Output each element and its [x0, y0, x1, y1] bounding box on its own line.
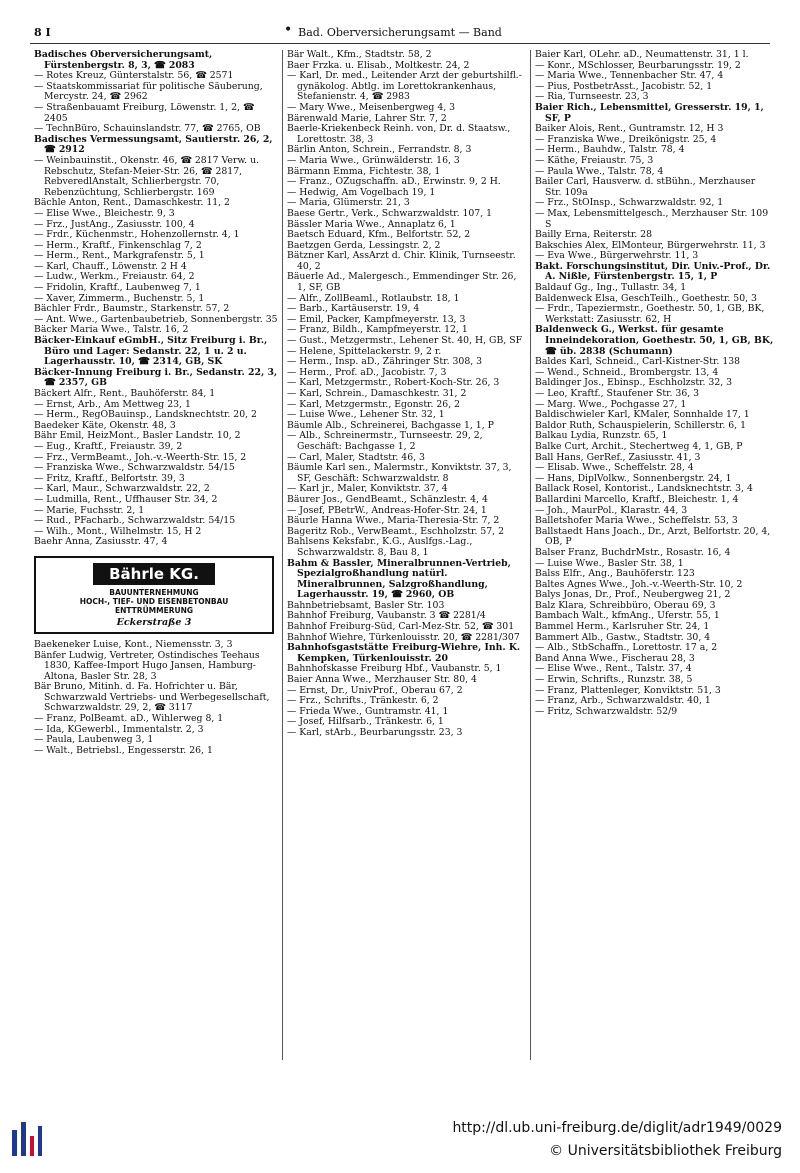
directory-entry: Balke Curt, Archit., Stechertweg 4, 1, GB, P: [535, 440, 743, 452]
directory-entry: Bäckert Alfr., Rent., Bauhöferstr. 84, 1: [34, 388, 216, 399]
directory-entry: Baehr Anna, Zasiusstr. 47, 4: [34, 536, 168, 548]
directory-entry: — Karl, Dr. med., Leitender Arzt der geburtshilfl.-gynäkolog. Abtlg. im Lorettokrankenhaus, Stefanienstr. 4, ☎ 2983: [287, 70, 522, 103]
directory-entry: — Franz, Arb., Schwarzwaldstr. 40, 1: [535, 695, 711, 707]
directory-entry: — Konr., MSchlosser, Beurbarungsstr. 19, 2: [535, 59, 741, 71]
directory-entry: Bageritz Rob., VerwBeamt., Eschholzstr. 57, 2: [287, 525, 505, 537]
directory-entry: — Wend., Schneid., Brombergstr. 13, 4: [535, 366, 719, 378]
directory-entry: — Pius, PostbetrAsst., Jacobistr. 52, 1: [535, 80, 713, 92]
directory-entry: — Frdr., Küchenmstr., Hohenzollernstr. 4, 1: [34, 229, 240, 241]
advertisement-bahrle: [34, 556, 274, 634]
directory-entry: Bahnbetriebsamt, Basler Str. 103: [287, 599, 445, 611]
directory-entry: Bailly Erna, Reiterstr. 28: [535, 229, 653, 241]
header-dot: •: [284, 22, 293, 38]
directory-entry: Baldischwieler Karl, KMaler, Sonnhalde 17, 1: [535, 409, 750, 421]
directory-entry: — Rotes Kreuz, Günterstalstr. 56, ☎ 2571: [34, 70, 234, 82]
directory-entry: Baldenweck Elsa, GeschTeilh., Goethestr. 50, 3: [535, 292, 757, 304]
directory-entry: Bänfer Ludwig, Vertreter, Ostindisches Teehaus 1830, Kaffee-Import Hugo Jansen, Hamburg-Altona, Basler Str. 28, 3: [34, 649, 260, 682]
directory-entry: Baier Anna Wwe., Merzhauser Str. 80, 4: [287, 674, 477, 686]
directory-entry: — Frz., VermBeamt., Joh.-v.-Weerth-Str. 15, 2: [34, 451, 247, 463]
directory-entry: — Karl jr., Maler, Konviktstr. 37, 4: [287, 483, 448, 495]
directory-entry: Bäuerle Ad., Malergesch., Emmendinger Str. 26, 1, SF, GB: [287, 271, 517, 294]
directory-entry: — Ludmilla, Rent., Uffhauser Str. 34, 2: [34, 493, 218, 505]
directory-entry: Baldauf Gg., Ing., Tullastr. 34, 1: [535, 282, 687, 294]
directory-entry: Ballardini Marcello, Kraftf., Bleichestr. 1, 4: [535, 493, 739, 505]
directory-entry: — Paula, Laubenweg 3, 1: [34, 734, 154, 746]
ad-line-2: HOCH-, TIEF- UND EISENBETONBAU: [79, 596, 229, 606]
directory-entry: Balser Franz, BuchdrMstr., Rosastr. 16, 4: [535, 546, 731, 558]
directory-entry: — Karl, Maur., Schwarzwaldstr. 22, 2: [34, 483, 210, 495]
column-1-entries-lower: [34, 640, 278, 757]
column-1-entries: [34, 50, 278, 548]
directory-entry: — Elise Wwe., Rent., Talstr. 37, 4: [535, 663, 692, 675]
directory-entry: — Franziska Wwe., Schwarzwaldstr. 54/15: [34, 462, 235, 474]
directory-entry: — Straßenbauamt Freiburg, Löwenstr. 1, 2, ☎ 2405: [34, 101, 255, 124]
directory-entry: Bammert Alb., Gastw., Stadtstr. 30, 4: [535, 631, 711, 643]
directory-entry: — Karl, Metzgermstr., Robert-Koch-Str. 26, 3: [287, 377, 500, 389]
directory-entry: — Erwin, Schrifts., Runzstr. 38, 5: [535, 674, 693, 686]
directory-entry: — Joh., MaurPol., Klarastr. 44, 3: [535, 504, 688, 516]
directory-entry: — Frieda Wwe., Guntramstr. 41, 1: [287, 705, 449, 717]
directory-entry: — Alb., StbSchaffn., Lorettostr. 17 a, 2: [535, 642, 718, 654]
directory-entry: Bär Walt., Kfm., Stadtstr. 58, 2: [287, 50, 432, 60]
directory-entry: — Elisab. Wwe., Scheffelstr. 28, 4: [535, 462, 694, 474]
directory-entry: — Josef, Hilfsarb., Tränkestr. 6, 1: [287, 716, 444, 728]
directory-entry: Baiker Alois, Rent., Guntramstr. 12, H 3: [535, 123, 724, 135]
directory-entry: — Helene, Spittelackerstr. 9, 2 r.: [287, 345, 442, 357]
ad-company-name: Bährle KG.: [93, 563, 215, 585]
directory-entry: — Rud., PFacharb., Schwarzwaldstr. 54/15: [34, 515, 236, 527]
directory-entry: — Frz., JustAng., Zasiusstr. 100, 4: [34, 218, 195, 230]
directory-entry: Ballstaedt Hans Joach., Dr., Arzt, Belfortstr. 20, 4, OB, P: [535, 525, 771, 548]
directory-entry: — Karl, Metzgermstr., Egonstr. 26, 2: [287, 398, 461, 410]
directory-entry: Bahnhofskasse Freiburg Hbf., Vaubanstr. 5, 1: [287, 663, 502, 675]
directory-entry: Bärenwald Marie, Lahrer Str. 7, 2: [287, 112, 447, 124]
directory-entry: — Fritz, Kraftf., Belfortstr. 39, 3: [34, 472, 185, 484]
directory-entry: — Herm., Rent., Markgrafenstr. 5, 1: [34, 250, 205, 262]
directory-entry: — Frz., StOInsp., Schwarzwaldstr. 92, 1: [535, 197, 724, 209]
directory-entry: — Ant. Wwe., Gartenbaubetrieb, Sonnenbergstr. 35: [34, 313, 278, 325]
directory-entry: — Weinbauinstit., Okenstr. 46, ☎ 2817 Verw. u. Rebschutz, Stefan-Meier-Str. 26, ☎ 2817, RebveredlAnstalt, Schlierbergstr. 70, Rebenzüchtung, Schlierbergstr. 169: [34, 154, 260, 198]
running-title: Bad. Oberversicherungsamt — Band: [298, 26, 502, 39]
directory-entry: — Maria, Glümerstr. 21, 3: [287, 197, 410, 209]
directory-entry: — Ludw., Werkm., Freiaustr. 64, 2: [34, 271, 195, 283]
directory-entry: — Fridolin, Kraftf., Laubenweg 7, 1: [34, 282, 201, 294]
directory-entry: — Luise Wwe., Lehener Str. 32, 1: [287, 409, 445, 421]
directory-entry: — Walt., Betriebsl., Engesserstr. 26, 1: [34, 744, 213, 756]
directory-entry: Bäurle Hanna Wwe., Maria-Theresia-Str. 7, 2: [287, 515, 500, 527]
directory-entry: Bambach Walt., kfmAng., Uferstr. 55, 1: [535, 610, 720, 622]
directory-entry: Balz Klara, Schreibbüro, Oberau 69, 3: [535, 599, 716, 611]
directory-entry: Balss Elfr., Ang., Bauhöferstr. 123: [535, 568, 695, 580]
directory-entry: Ball Hans, GerRef., Zasiusstr. 41, 3: [535, 451, 701, 463]
directory-entry: — Ida, KGewerbl., Immentalstr. 2, 3: [34, 723, 204, 735]
directory-entry: — Hans, DiplVolkw., Sonnenbergstr. 24, 1: [535, 472, 732, 484]
directory-entry: Bäurer Jos., GendBeamt., Schänzlestr. 4, 4: [287, 493, 488, 505]
directory-entry: — Alfr., ZollBeaml., Rotlaubstr. 18, 1: [287, 292, 460, 304]
directory-entry: — Emil, Packer, Kampfmeyerstr. 13, 3: [287, 313, 466, 325]
directory-entry: Ballack Rosel, Kontorist., Landsknechtstr. 3, 4: [535, 483, 753, 495]
directory-entry: — Elise Wwe., Bleichestr. 9, 3: [34, 207, 175, 219]
directory-entry: — Ernst, Dr., UnivProf., Oberau 67, 2: [287, 684, 463, 696]
directory-entry: — Leo, Kraftf., Staufener Str. 36, 3: [535, 388, 700, 399]
directory-entry: — Paula Wwe., Talstr. 78, 4: [535, 165, 664, 177]
directory-entry: Baldes Karl, Schneid., Carl-Kistner-Str. 138: [535, 356, 741, 368]
directory-entry: — Wilh., Mont., Wilhelmstr. 15, H 2: [34, 525, 202, 537]
directory-entry: Baetsch Eduard, Kfm., Belfortstr. 52, 2: [287, 229, 471, 241]
directory-entry: — Mary Wwe., Meisenbergweg 4, 3: [287, 101, 456, 113]
ad-line-3: ENTTRÜMMERUNG: [114, 605, 194, 615]
directory-entry: — Franziska Wwe., Dreikönigstr. 25, 4: [535, 133, 717, 145]
directory-entry: Bakschies Alex, ElMonteur, Bürgerwehrstr. 11, 3: [535, 239, 766, 251]
directory-entry: — Fritz, Schwarzwaldstr. 52/9: [535, 705, 678, 717]
source-url-link[interactable]: http://dl.ub.uni-freiburg.de/diglit/adr1949/0029: [452, 1120, 782, 1136]
directory-entry: Balkau Lydia, Runzstr. 65, 1: [535, 430, 668, 442]
directory-entry: — Hedwig, Am Vogelbach 19, 1: [287, 186, 436, 198]
directory-entry: — Maria Wwe., Tennenbacher Str. 47, 4: [535, 70, 724, 82]
directory-entry: — TechnBüro, Schauinslandstr. 77, ☎ 2765, OB: [34, 123, 261, 135]
directory-entry: Bahnhof Freiburg-Süd, Carl-Mez-Str. 52, ☎ 301: [287, 621, 515, 633]
directory-entry: Bahnhof Freiburg, Vaubanstr. 3 ☎ 2281/4: [287, 610, 486, 622]
directory-entry: — Marie, Fuchsstr. 2, 1: [34, 504, 145, 516]
directory-entry: — Josef, PBetrW., Andreas-Hofer-Str. 24, 1: [287, 504, 487, 516]
directory-entry: Balys Jonas, Dr., Prof., Neubergweg 21, 2: [535, 589, 731, 601]
directory-entry: Bärlin Anton, Schrein., Ferrandstr. 8, 3: [287, 144, 472, 156]
directory-entry: — Karl, stArb., Beurbarungsstr. 23, 3: [287, 727, 463, 738]
directory-entry: — Ernst, Arb., Am Mettweg 23, 1: [34, 398, 191, 410]
directory-entry: Baetzgen Gerda, Lessingstr. 2, 2: [287, 239, 441, 251]
directory-entry: Bärmann Emma, Fichtestr. 38, 1: [287, 165, 441, 177]
directory-entry: — Marg. Wwe., Pochgasse 27, 1: [535, 398, 687, 410]
directory-entry: Bailer Carl, Hausverw. d. stBühn., Merzhauser Str. 109a: [535, 176, 756, 198]
directory-entry: Bächler Frdr., Baumstr., Starkenstr. 57, 2: [34, 303, 230, 315]
directory-entry: Baekeneker Luise, Kont., Niemensstr. 3, 3: [34, 638, 233, 650]
ad-address: Eckerstraße 3: [116, 616, 192, 628]
directory-entry: Baese Gertr., Verk., Schwarzwaldstr. 107, 1: [287, 207, 493, 219]
copyright-notice: © Universitätsbibliothek Freiburg: [549, 1143, 782, 1159]
directory-entry: Bäcker-Innung Freiburg i. Br., Sedanstr. 22, 3, ☎ 2357, GB: [34, 366, 278, 389]
directory-entry: — Eva Wwe., Bürgerwehrstr. 11, 3: [535, 250, 699, 262]
header-rule: [30, 43, 770, 44]
directory-entry: — Max, Lebensmittelgesch., Merzhauser Str. 109 S: [535, 207, 769, 230]
directory-entry: Baerle-Kriekenbeck Reinh. von, Dr. d. Staatsw., Lorettostr. 38, 3: [287, 123, 511, 145]
directory-entry: — Staatskommissariat für politische Säuberung, Mercystr. 24, ☎ 2962: [34, 80, 263, 103]
directory-entry: Bahm & Bassler, Mineralbrunnen-Vertrieb, Spezialgroßhandlung natürl. Mineralbrunnen, Salzgroßhandlung, Lagerhausstr. 19, ☎ 2960, OB: [287, 557, 511, 601]
directory-entry: Bächle Anton, Rent., Damaschkestr. 11, 2: [34, 197, 230, 209]
directory-entry: Bär Bruno, Mitinh. d. Fa. Hofrichter u. Bär, Schwarzwald Vertriebs- und Werbegesellschaft, Schwarzwaldstr. 29, 2, ☎ 3117: [34, 681, 270, 714]
directory-entry: — Herm., Kraftf., Finkenschlag 7, 2: [34, 239, 202, 251]
directory-entry: — Karl, Schrein., Damaschkestr. 31, 2: [287, 388, 467, 399]
directory-entry: — Franz, Plattenleger, Konviktstr. 51, 3: [535, 684, 721, 696]
directory-entry: Baldinger Jos., Ebinsp., Eschholzstr. 32, 3: [535, 377, 733, 389]
university-library-logo-icon: [10, 1116, 44, 1158]
directory-entry: — Xaver, Zimmerm., Buchenstr. 5, 1: [34, 292, 205, 304]
directory-entry: — Maria Wwe., Grünwälderstr. 16, 3: [287, 154, 460, 166]
directory-entry: — Alb., Schreinermstr., Turnseestr. 29, 2, Geschäft: Bachgasse 1, 2: [287, 430, 483, 452]
directory-entry: — Barb., Kartäuserstr. 19, 4: [287, 303, 420, 315]
directory-entry: Bäumle Alb., Schreinerei, Bachgasse 1, 1, P: [287, 419, 494, 431]
directory-entry: — Herm., Bauhdw., Talstr. 78, 4: [535, 144, 685, 156]
directory-entry: — Eug., Kraftf., Freiaustr. 39, 2: [34, 440, 183, 452]
page-number: 8 I: [34, 26, 51, 39]
directory-entry: Bäumle Karl sen., Malermstr., Konviktstr. 37, 3, SF, Geschäft: Schwarzwaldstr. 8: [287, 462, 512, 484]
directory-entry: Bahlsens Keksfabr., K.G., Auslfgs.-Lag., Schwarzwaldstr. 8, Bau 8, 1: [287, 536, 473, 558]
directory-entry: Baier Karl, OLehr. aD., Neumattenstr. 31, 1 l.: [535, 50, 749, 60]
directory-entry: — Käthe, Freiaustr. 75, 3: [535, 154, 654, 166]
directory-entry: — Ria, Turnseestr. 23, 3: [535, 91, 649, 103]
directory-entry: — Carl, Maler, Stadtstr. 46, 3: [287, 451, 425, 463]
directory-entry: Bässler Maria Wwe., Annaplatz 6, 1: [287, 218, 456, 230]
directory-entry: Baier Rich., Lebensmittel, Gresserstr. 19, 1, SF, P: [535, 101, 764, 124]
directory-entry: Baltes Agnes Wwe., Joh.-v.-Weerth-Str. 10, 2: [535, 578, 743, 590]
columns: [34, 50, 778, 1060]
column-3: [530, 50, 778, 1060]
directory-entry: Balletshofer Maria Wwe., Scheffelstr. 53, 3: [535, 515, 738, 527]
column-1: [34, 50, 282, 1060]
directory-entry: Bahnhof Wiehre, Türkenlouisstr. 20, ☎ 2281/307: [287, 631, 520, 643]
directory-entry: Badisches Oberversicherungsamt, Fürstenbergstr. 8, 3, ☎ 2083: [34, 50, 213, 71]
directory-entry: — Herm., Insp. aD., Zähringer Str. 308, 3: [287, 356, 483, 368]
directory-entry: — Franz, PolBeamt. aD., Wihlerweg 8, 1: [34, 713, 224, 725]
directory-entry: — Franz, Bildh., Kampfmeyerstr. 12, 1: [287, 324, 468, 336]
directory-entry: Baldor Ruth, Schauspielerin, Schillerstr. 6, 1: [535, 419, 747, 431]
directory-entry: — Luise Wwe., Basler Str. 38, 1: [535, 557, 684, 569]
directory-entry: — Karl, Chauff., Löwenstr. 2 H 4: [34, 260, 187, 272]
directory-entry: Baedeker Käte, Okenstr. 48, 3: [34, 419, 176, 431]
directory-entry: Band Anna Wwe., Fischerau 28, 3: [535, 652, 695, 664]
directory-entry: — Frdr., Tapeziermstr., Goethestr. 50, 1, GB, BK, Werkstatt: Zasiusstr. 62, H: [535, 303, 765, 325]
directory-entry: Bäcker-Einkauf eGmbH., Sitz Freiburg i. Br., Büro und Lager: Sedanstr. 22, 1 u. 2 u. Lagerhausstr. 10, ☎ 2314, GB, SK: [34, 335, 268, 368]
directory-entry: Bähr Emil, HeizMont., Basler Landstr. 10, 2: [34, 430, 241, 442]
directory-entry: Bakt. Forschungsinstitut, Dir. Univ.-Prof., Dr. A. Nißle, Fürstenbergstr. 15, 1, P: [535, 260, 771, 283]
directory-entry: Baldenweck G., Werkst. für gesamte Inneindekoration, Goethestr. 50, 1, GB, BK, ☎ üb. 2838 (Schumann): [535, 324, 774, 357]
directory-entry: Bätzner Karl, AssArzt d. Chir. Klinik, Turnseestr. 40, 2: [287, 250, 516, 272]
directory-entry: Badisches Vermessungsamt, Sautierstr. 26, 2, ☎ 2912: [34, 133, 273, 156]
page-header: [30, 24, 770, 44]
directory-entry: Bahnhofsgaststätte Freiburg-Wiehre, Inh. K. Kempken, Türkenlouisstr. 20: [287, 642, 521, 664]
directory-entry: — Frz., Schrifts., Tränkestr. 6, 2: [287, 695, 439, 707]
ad-line-1: BAUUNTERNEHMUNG: [109, 587, 199, 597]
directory-entry: — Franz., OZugschaffn. aD., Erwinstr. 9, 2 H.: [287, 176, 501, 188]
directory-entry: Bammel Herm., Karlsruher Str. 24, 1: [535, 621, 710, 633]
column-2: [282, 50, 530, 1060]
directory-entry: Baer Frzka. u. Elisab., Moltkestr. 24, 2: [287, 59, 470, 71]
directory-entry: — Gust., Metzgermstr., Lehener St. 40, H, GB, SF: [287, 335, 523, 347]
directory-entry: — Herm., Prof. aD., Jacobistr. 7, 3: [287, 366, 447, 378]
directory-entry: — Herm., RegOBauinsp., Landsknechtstr. 20, 2: [34, 409, 257, 421]
page-footer: [0, 1110, 800, 1173]
directory-entry: Bäcker Maria Wwe., Talstr. 16, 2: [34, 324, 189, 336]
